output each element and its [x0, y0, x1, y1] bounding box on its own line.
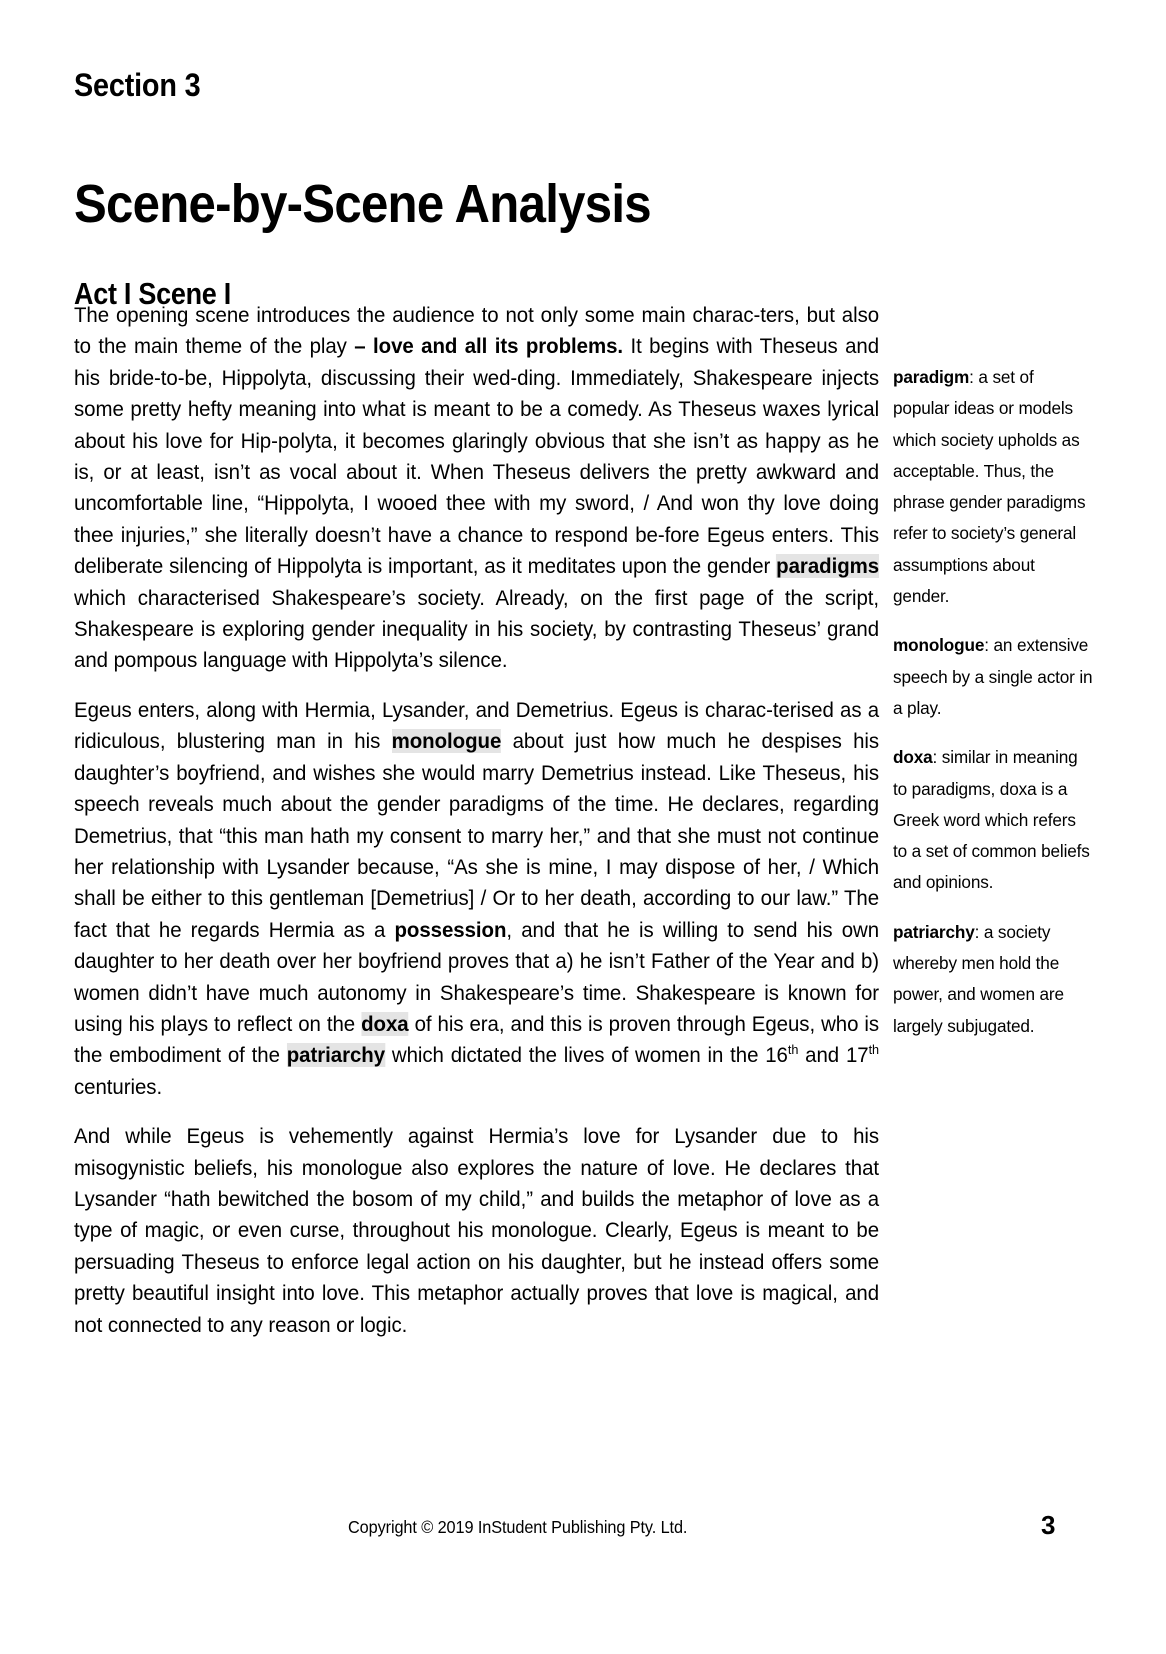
para2-segment-4: of his era, and this is proven through Egeus, who is the embodiment of the [74, 1011, 880, 1068]
para2-segment-3: , and that he is willing to send his own daughter to her death over her boyfriend proves that a) he isn’t Father of the Year and b) women didn’t have much autonomy in Shakespeare’s time. Shakespeare is known for using his plays to reflect on the [74, 917, 880, 1036]
para1-segment-2: It begins with Theseus and his bride-to-be, Hippolyta, discussing their wed-ding. Immediately, Shakespeare injects some pretty hefty meaning into what is meant to be a comedy. As Theseus waxes lyrical about his love for Hip-polyta, it becomes glaringly obvious that she isn’t as happy as he is, or at least, isn’t as vocal about it. When Theseus delivers the pretty awkward and uncomfortable line, “Hippolyta, I wooed thee with my sword, / And won thy love doing thee injuries,” she literally doesn’t have a chance to respond be-fore Egeus enters. This deliberate silencing of Hippolyta is important, as it meditates upon the gender [74, 334, 880, 579]
keyword-monologue: monologue [391, 729, 502, 754]
glossary-definition: : similar in meaning to paradigms, doxa is a Greek word which refers to a set of common beliefs and opinions. [893, 747, 1090, 893]
keyword-paradigms: paradigms [776, 554, 880, 579]
para1-segment-1: The opening scene introduces the audience to not only some main charac-ters, but also to the main theme of the play [74, 303, 880, 359]
superscript-17th: th [868, 1042, 880, 1058]
glossary-term: paradigm [893, 367, 970, 387]
para2-segment-5c: centuries. [74, 1074, 163, 1099]
glossary-definition: : an extensive speech by a single actor in a play. [893, 635, 1093, 718]
main-text-column [74, 300, 880, 1341]
glossary-entry [893, 917, 1093, 1042]
paragraph-1 [74, 300, 879, 677]
para1-segment-3: which characterised Shakespeare’s society. Already, on the first page of the script, Shakespeare is exploring gender inequality in his society, by contrasting Theseus’ grand and pompous language with Hippolyta’s silence. [74, 585, 880, 673]
para2-segment-5b: and 17 [798, 1043, 869, 1068]
para2-bold-possession: possession [394, 917, 507, 942]
paragraph-3: And while Egeus is vehemently against Hermia’s love for Lysander due to his misogynistic beliefs, his monologue also explores the nature of love. He declares that Lysander “hath bewitched the bosom of my child,” and builds the metaphor of love as a type of magic, or even curse, throughout his monologue. Clearly, Egeus is meant to be persuading Theseus to enforce legal action on his daughter, but he instead offers some pretty beautiful insight into love. This metaphor actually proves that love is magical, and not connected to any reason or logic. [74, 1124, 880, 1337]
keyword-patriarchy: patriarchy [286, 1043, 386, 1068]
footer-copyright: Copyright © 2019 InStudent Publishing Pty. Ltd. [348, 1517, 688, 1537]
glossary-definition: : a set of popular ideas or models which society upholds as acceptable. Thus, the phrase gender paradigms refer to society’s general assumptions about gender. [893, 367, 1086, 607]
glossary-definition: : a society whereby men hold the power, and women are largely subjugated. [893, 921, 1064, 1036]
paragraph-2 [74, 695, 879, 1103]
section-label: Section 3 [74, 67, 201, 103]
superscript-16th: th [787, 1042, 799, 1058]
glossary-entry [893, 362, 1093, 612]
glossary-entry [893, 742, 1093, 898]
para2-segment-5a: which dictated the lives of women in the 16 [385, 1043, 788, 1068]
footer-page-number: 3 [1041, 1510, 1056, 1540]
glossary-entry [893, 630, 1093, 724]
glossary-term: monologue [893, 635, 985, 656]
page-title: Scene-by-Scene Analysis [74, 174, 651, 235]
keyword-doxa: doxa [361, 1011, 409, 1036]
glossary-sidebar [893, 362, 1093, 1042]
para1-bold-theme: – love and all its problems. [354, 334, 624, 359]
para2-segment-2: about just how much he despises his daughter’s boyfriend, and wishes she would marry Demetrius instead. Like Theseus, his speech reveals much about the gender paradigms of the time. He declares, regarding Demetrius, that “this man hath my consent to marry her,” and that she must not continue her relationship with Lysander because, “As she is mine, I may dispose of her, / Which shall be either to this gentleman [Demetrius] / Or to her death, according to our law.” The fact that he regards Hermia as a [74, 729, 880, 942]
glossary-term: doxa [893, 747, 933, 768]
para2-segment-1: Egeus enters, along with Hermia, Lysander, and Demetrius. Egeus is charac-terised as a ridiculous, blustering man in his [74, 697, 880, 754]
glossary-term: patriarchy [893, 921, 975, 942]
scene-heading: Act I Scene I [74, 275, 231, 311]
